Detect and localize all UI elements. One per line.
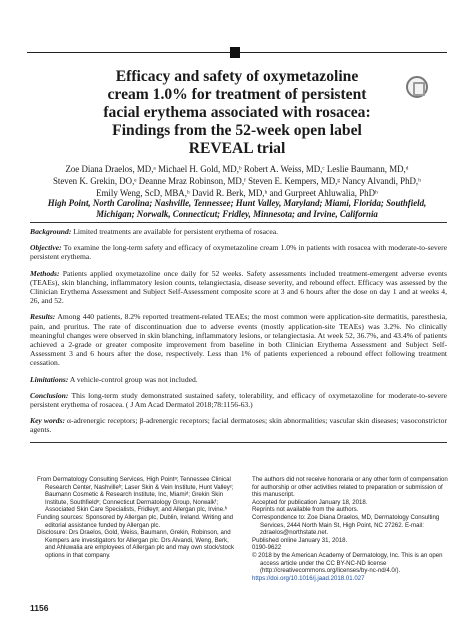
footnote-funding: Funding sources: Sponsored by Allergan plc, Dublin, Ireland. Writing and editorial assistance funded by Allergan plc. bbox=[37, 513, 234, 529]
title-line: facial erythema associated with rosacea: bbox=[103, 104, 371, 121]
footnote-correspondence: Correspondence to: Zoe Diana Draelos, MD, Dermatology Consulting Services, 2444 North Main St, High Point, NC 27262. E-mail: zdraelos@northstate.net. bbox=[252, 513, 440, 537]
abstract-bottom-rule bbox=[30, 442, 447, 443]
abstract bbox=[30, 222, 447, 447]
footnote-issn: 0190-9622 bbox=[252, 544, 282, 552]
affiliations bbox=[30, 198, 444, 220]
section-label: Limitations: bbox=[30, 374, 69, 384]
footnote-affiliations: From Dermatology Consulting Services, High Pointᵃ; Tennessee Clinical Research Center, Nashvilleᵇ; Laser Skin & Vein Institute, Hunt Valleyᶜ; Baumann Cosmetic & Research Institute, Inc, Miamiᵈ; Grekin Skin Institute, Southfieldᵉ; Connecticut Dermatology Group, Norwalkᶠ; Associated Skin Care Specialists, Fridleyᵍ; and Allergan plc, Irvine.ʰ bbox=[37, 476, 234, 514]
title-line: Efficacy and safety of oxymetazoline bbox=[115, 68, 359, 85]
footnote-accepted: Accepted for publication January 18, 2018. bbox=[252, 498, 368, 506]
top-marker bbox=[230, 47, 240, 58]
abstract-limitations bbox=[30, 375, 447, 384]
footnotes-left bbox=[37, 476, 235, 560]
footnote-reprints: Reprints not available from the authors. bbox=[252, 506, 359, 514]
abstract-background bbox=[30, 227, 447, 236]
affiliation-line: High Point, North Carolina; Nashville, Tennessee; Hunt Valley, Maryland; Miami, Florida; Southfield, bbox=[47, 198, 427, 208]
footnote-disclosure: Disclosure: Drs Draelos, Gold, Weiss, Baumann, Grekin, Robinson, and Kempers are investigators for Allergan plc. Drs Alvandi, Weng, Berk, and Ahluwalia are employees of Allergan plc and may own stock/stock options in that company. bbox=[37, 529, 235, 559]
footnote-published: Published online January 31, 2018. bbox=[252, 536, 348, 544]
section-label: Key words: bbox=[30, 416, 65, 426]
section-text: α-adrenergic receptors; β-adrenergic receptors; facial dermatoses; skin abnormalities; vascular skin diseases; vasoconstrictor agents. bbox=[30, 416, 447, 435]
section-text: This long-term study demonstrated sustained safety, tolerability, and efficacy of oxymetazoline for moderate-to-severe persistent erythema of rosacea. ( J Am Acad Dermatol 2018;78:1156-63.) bbox=[30, 390, 447, 410]
author-line: Steven K. Grekin, DO,ᵉ Deanne Mraz Robinson, MD,ᶠ Steven E. Kempers, MD,ᵍ Nancy Alvandi, PhD,ʰ bbox=[52, 175, 422, 186]
footnote-honoraria: The authors did not receive honoraria or any other form of compensation for authorship or other activities related to preparation or submission of this manuscript. bbox=[252, 476, 448, 499]
title-line: cream 1.0% for treatment of persistent bbox=[107, 86, 367, 103]
article-title bbox=[60, 68, 414, 158]
title-line: Findings from the 52-week open label bbox=[112, 122, 362, 139]
section-label: Conclusion: bbox=[30, 390, 69, 400]
section-text: A vehicle-control group was not included. bbox=[68, 374, 198, 384]
section-label: Objective: bbox=[30, 243, 62, 253]
doi-link[interactable]: https://doi.org/10.1016/j.jaad.2018.01.027 bbox=[252, 574, 365, 582]
footnotes-right bbox=[252, 476, 448, 582]
section-text: Limited treatments are available for persistent erythema of rosacea. bbox=[71, 227, 278, 236]
section-text: Among 440 patients, 8.2% reported treatment-related TEAEs; the most common were application-site dermatitis, paresthesia, pain, and pruritus. The rate of discontinuation due to adverse events (mostly application-site TEAEs) was 3.2%. No clinically meaningful changes were observed in skin blanching, inflammatory lesions, or telangiectasia. At week 52, 36.7%, and 43.4% of patients achieved a 2-grade or greater composite improvement from baseline in both Clinician Erythema Assessment and Subject Self-Assessment 3 and 6 hours after the dose, respectively. Less than 1% of patients experienced a rebound effect following treatment cessation. bbox=[30, 312, 447, 368]
author-list bbox=[30, 164, 444, 199]
footnote-copyright: © 2018 by the American Academy of Dermatology, Inc. This is an open access article under the CC BY-NC-ND license (http://creativecommons.org/licenses/by-nc-nd/4.0/). bbox=[252, 551, 443, 575]
section-text: Patients applied oxymetazoline once daily for 52 weeks. Safety assessments included treatment-emergent adverse events (TEAEs), skin blanching, inflammatory lesion counts, telangiectasia, disease severity, and rebound effect. Efficacy was assessed by the Clinician Erythema Assessment and Subject Self-Assessment composite score at 3 and 6 hours after the dose on day 1 and at weeks 4, 26, and 52. bbox=[30, 268, 447, 306]
abstract-conclusion bbox=[30, 391, 447, 409]
abstract-methods bbox=[30, 269, 447, 306]
title-line: REVEAL trial bbox=[188, 140, 286, 157]
abstract-results bbox=[30, 312, 447, 367]
page-number: 1156 bbox=[30, 603, 49, 613]
abstract-objective bbox=[30, 243, 447, 261]
author-line: Zoe Diana Draelos, MD,ᵃ Michael H. Gold, MD,ᵇ Robert A. Weiss, MD,ᶜ Leslie Baumann, MD,ᵈ bbox=[65, 164, 409, 174]
author-line: Emily Weng, ScD, MBA,ʰ David R. Berk, MD,ʰ and Gurpreet Ahluwalia, PhDʰ bbox=[96, 187, 378, 198]
section-label: Methods: bbox=[30, 268, 60, 278]
affiliation-line: Michigan; Norwalk, Connecticut; Fridley, Minnesota; and Irvine, California bbox=[96, 209, 378, 220]
abstract-keywords bbox=[30, 416, 447, 434]
section-label: Results: bbox=[30, 312, 56, 322]
section-text: To examine the long-term safety and efficacy of oxymetazoline cream 1.0% in patients with rosacea with moderate-to-severe persistent erythema. bbox=[30, 243, 447, 262]
abstract-top-rule bbox=[30, 222, 447, 223]
section-label: Background: bbox=[30, 227, 72, 236]
